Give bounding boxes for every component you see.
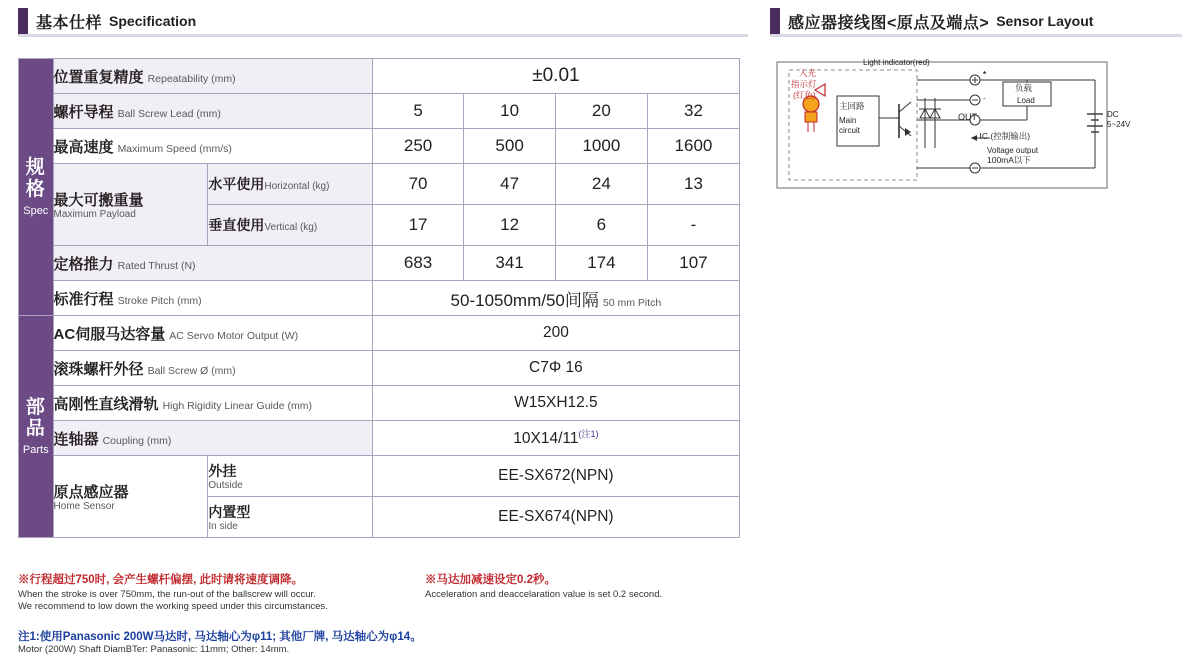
row-label-repeatability-en: Repeatability (mm) xyxy=(147,72,236,85)
row-value-sensor-inside: EE-SX674(NPN) xyxy=(372,497,739,538)
sub-label-horizontal-en: Horizontal (kg) xyxy=(264,181,330,192)
cell-speed-4: 1600 xyxy=(647,129,739,164)
cell-lead-3: 20 xyxy=(555,94,647,129)
sub-label-outside-en: Outside xyxy=(208,479,243,491)
row-label-stroke-pitch-en: Stroke Pitch (mm) xyxy=(117,294,202,307)
spec-header-title-zh: 基本仕样 xyxy=(36,14,103,32)
side-label-parts xyxy=(19,316,54,538)
cell-lead-1: 5 xyxy=(372,94,464,129)
row-label-coupling-zh: 连轴器 xyxy=(53,430,99,448)
spec-header-bar xyxy=(18,8,28,34)
table-row xyxy=(19,164,740,205)
row-label-stroke-pitch-zh: 标准行程 xyxy=(53,290,114,308)
cell-vertical-1: 17 xyxy=(372,205,464,246)
load-label-en: Load xyxy=(1017,96,1035,105)
row-label-ball-screw-dia-zh: 滚珠螺杆外径 xyxy=(53,360,144,378)
sub-label-vertical-zh: 垂直使用 xyxy=(208,217,265,233)
row-label-linear-guide-zh: 高刚性直线滑轨 xyxy=(53,395,159,413)
row-label-max-payload xyxy=(53,164,208,246)
row-label-max-speed-en: Maximum Speed (mm/s) xyxy=(117,142,232,155)
footnote-stroke-en1: When the stroke is over 750mm, the run-out of the ballscrew will occur. xyxy=(18,588,316,600)
light-indicator-label: Light indicator(red) xyxy=(863,58,930,67)
row-label-home-sensor xyxy=(53,456,208,538)
sensor-header-title-zh: 感应器接线图<原点及端点> xyxy=(788,14,990,32)
row-label-ball-screw-lead xyxy=(53,94,372,129)
stroke-pitch-value-en: 50 mm Pitch xyxy=(602,296,662,309)
row-value-ball-screw-dia: C7Φ 16 xyxy=(372,351,739,386)
main-circuit-en1: Main xyxy=(839,116,857,125)
sub-label-vertical-en: Vertical (kg) xyxy=(264,222,318,233)
row-label-ball-screw-dia xyxy=(53,351,372,386)
cell-thrust-2: 341 xyxy=(464,246,556,281)
cell-thrust-3: 174 xyxy=(555,246,647,281)
row-value-coupling xyxy=(372,421,739,456)
coupling-value: 10X14/11 xyxy=(513,430,579,448)
row-label-coupling xyxy=(53,421,372,456)
sub-label-outside xyxy=(208,456,372,497)
footnote-acceleration xyxy=(425,572,755,601)
row-label-home-sensor-zh: 原点感应器 xyxy=(53,483,129,501)
ic-control-output-label: ←IC (控制输出) xyxy=(971,131,1031,141)
cell-horizontal-4: 13 xyxy=(647,164,739,205)
row-value-linear-guide: W15XH12.5 xyxy=(372,386,739,421)
cell-speed-3: 1000 xyxy=(555,129,647,164)
row-label-max-payload-zh: 最大可搬重量 xyxy=(53,191,144,209)
row-label-ball-screw-dia-en: Ball Screw Ø (mm) xyxy=(147,364,236,377)
row-label-home-sensor-en: Home Sensor xyxy=(53,500,115,512)
table-row xyxy=(19,281,740,316)
side-label-parts-en: Parts xyxy=(22,444,49,457)
table-row xyxy=(19,351,740,386)
cell-horizontal-2: 47 xyxy=(464,164,556,205)
footnote-acceleration-zh: ※马达加减速设定0.2秒。 xyxy=(425,574,556,586)
side-label-spec-en: Spec xyxy=(23,204,49,217)
main-circuit-cn: 主回路 xyxy=(839,101,865,111)
footnote-motor-shaft xyxy=(18,628,738,657)
coupling-footnote-marker: (注1) xyxy=(578,429,599,440)
footnote-motor-shaft-en: Motor (200W) Shaft DiamBTer: Panasonic: 11mm; Other: 14mm. xyxy=(18,644,290,655)
specification-table xyxy=(18,58,740,538)
spec-section-header xyxy=(18,8,748,37)
sub-label-inside xyxy=(208,497,372,538)
main-circuit-en2: circuit xyxy=(839,126,860,135)
cell-horizontal-1: 70 xyxy=(372,164,464,205)
cell-speed-2: 500 xyxy=(464,129,556,164)
asterisk-marker: * xyxy=(983,70,987,79)
row-value-repeatability: ±0.01 xyxy=(372,59,739,94)
dc-label-2: 5~24V xyxy=(1107,120,1131,129)
cell-horizontal-3: 24 xyxy=(555,164,647,205)
row-label-ball-screw-lead-zh: 螺杆导程 xyxy=(53,103,114,121)
dc-label-1: DC xyxy=(1107,110,1119,119)
footnote-acceleration-en: Acceleration and deaccelaration value is set 0.2 second. xyxy=(425,588,663,600)
row-label-linear-guide xyxy=(53,386,372,421)
cell-vertical-4: - xyxy=(647,205,739,246)
row-label-linear-guide-en: High Rigidity Linear Guide (mm) xyxy=(162,399,312,412)
voltage-output-en: Voltage output xyxy=(987,146,1039,155)
sub-label-inside-en: In side xyxy=(208,520,238,532)
footnote-stroke-zh: ※行程超过750时, 会产生螺杆偏摆, 此时请将速度调降。 xyxy=(18,574,303,586)
terminal-minus: - xyxy=(983,94,986,103)
table-row xyxy=(19,316,740,351)
cell-thrust-1: 683 xyxy=(372,246,464,281)
row-label-coupling-en: Coupling (mm) xyxy=(102,434,172,447)
stroke-pitch-value-zh: 50-1050mm/50间隔 xyxy=(450,290,599,310)
row-label-ac-servo-zh: AC伺服马达容量 xyxy=(53,325,166,343)
side-label-parts-zh: 部品 xyxy=(25,396,46,439)
row-label-stroke-pitch xyxy=(53,281,372,316)
sub-label-vertical xyxy=(208,205,372,246)
row-label-ac-servo-en: AC Servo Motor Output (W) xyxy=(169,329,299,342)
footnote-motor-shaft-zh: 注1:使用Panasonic 200W马达时, 马达轴心为φ11; 其他厂牌, 马达轴心为φ14。 xyxy=(18,631,422,643)
row-label-repeatability-zh: 位置重复精度 xyxy=(53,68,144,86)
footnote-stroke-en2: We recommend to low down the working speed under this circumstances. xyxy=(18,601,328,613)
cell-vertical-3: 6 xyxy=(555,205,647,246)
row-label-repeatability xyxy=(53,59,372,94)
out-terminal-label: OUT xyxy=(958,112,977,122)
row-value-ac-servo: 200 xyxy=(372,316,739,351)
cell-thrust-4: 107 xyxy=(647,246,739,281)
table-row xyxy=(19,129,740,164)
load-label-cn: 负载 xyxy=(1015,83,1033,93)
sub-label-outside-zh: 外挂 xyxy=(208,462,237,479)
row-value-sensor-outside: EE-SX672(NPN) xyxy=(372,456,739,497)
table-row xyxy=(19,421,740,456)
side-label-spec xyxy=(19,59,54,316)
row-label-max-payload-en: Maximum Payload xyxy=(53,208,136,220)
cell-lead-2: 10 xyxy=(464,94,556,129)
sensor-section-header xyxy=(770,8,1182,37)
sensor-header-bar xyxy=(770,8,780,34)
cell-lead-4: 32 xyxy=(647,94,739,129)
row-value-stroke-pitch xyxy=(372,281,739,316)
sub-label-inside-zh: 内置型 xyxy=(208,503,251,520)
light-indicator-cn2: 指示灯 xyxy=(791,79,817,89)
table-row xyxy=(19,59,740,94)
spec-header-title-en: Specification xyxy=(109,13,197,29)
side-label-spec-zh: 规格 xyxy=(25,157,46,200)
cell-speed-1: 250 xyxy=(372,129,464,164)
row-label-ball-screw-lead-en: Ball Screw Lead (mm) xyxy=(117,107,221,120)
row-label-rated-thrust-zh: 定格推力 xyxy=(53,255,114,273)
row-label-ac-servo xyxy=(53,316,372,351)
voltage-output-cn: 100mA以下 xyxy=(987,155,1031,165)
row-label-max-speed-zh: 最高速度 xyxy=(53,138,114,156)
sensor-header-title-en: Sensor Layout xyxy=(996,13,1094,29)
row-label-max-speed xyxy=(53,129,372,164)
light-indicator-cn1: 入光 xyxy=(799,68,817,78)
light-indicator-cn3: (红色) xyxy=(793,90,816,100)
sub-label-horizontal-zh: 水平使用 xyxy=(208,176,265,192)
table-row xyxy=(19,246,740,281)
table-row xyxy=(19,94,740,129)
sub-label-horizontal xyxy=(208,164,372,205)
cell-vertical-2: 12 xyxy=(464,205,556,246)
table-row xyxy=(19,386,740,421)
table-row xyxy=(19,456,740,497)
row-label-rated-thrust xyxy=(53,246,372,281)
row-label-rated-thrust-en: Rated Thrust (N) xyxy=(117,259,196,272)
sensor-wiring-diagram xyxy=(775,56,1185,196)
